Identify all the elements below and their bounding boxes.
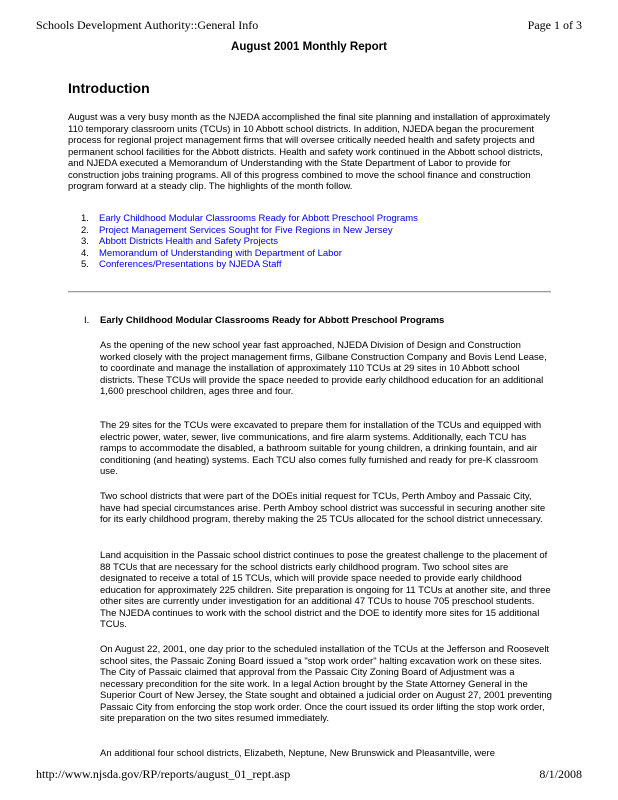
toc-link-memorandum[interactable]: Memorandum of Understanding with Department of Labor bbox=[99, 247, 342, 259]
toc-number: 5. bbox=[81, 259, 89, 270]
toc-number: 4. bbox=[81, 247, 89, 259]
introduction-paragraph: August was a very busy month as the NJEDA accomplished the final site planning and installation of approximately 110 temporary classroom units (TCUs) in 10 Abbott school districts. In addition, NJEDA began the procurement process for regional project management firms that will oversee critically needed health and safety projects and permanent school facilities for the Abbott districts. Health and safety work continued in the Abbott school districts, and NJEDA executed a Memorandum of Understanding with the State Department of Labor to provide for construction jobs training programs. All of this progress combined to move the school finance and construction program forward at a steady clip. The highlights of the month follow. bbox=[68, 112, 551, 192]
toc-number: 2. bbox=[81, 224, 89, 236]
toc-link-health-safety[interactable]: Abbott Districts Health and Safety Projects bbox=[99, 236, 278, 247]
header-site-title: Schools Development Authority::General Info bbox=[36, 18, 259, 32]
section-paragraph: Two school districts that were part of the DOEs initial request for TCUs, Perth Amboy and Passaic City, have had special circumstances arise. Perth Amboy school district was successful in securing another site for its early childhood program, thereby making the 25 TCUs allocated for the school district unnecessary. bbox=[100, 491, 546, 525]
footer-url: http://www.njsda.gov/RP/reports/august_01_rept.asp bbox=[36, 767, 291, 781]
footer-date: 8/1/2008 bbox=[539, 767, 582, 781]
section-divider bbox=[68, 291, 551, 293]
section-title: Early Childhood Modular Classrooms Ready for Abbott Preschool Programs bbox=[100, 315, 445, 326]
table-of-contents bbox=[68, 213, 418, 271]
toc-link-conferences[interactable]: Conferences/Presentations by NJEDA Staff bbox=[99, 259, 282, 270]
section-number: I. bbox=[84, 315, 90, 326]
toc-item bbox=[68, 259, 418, 271]
toc-item bbox=[68, 248, 418, 260]
section-paragraph: The 29 sites for the TCUs were excavated to prepare them for installation of the TCUs and equipped with electric power, water, sewer, live communications, and fire alarm systems. Additionally, each TCU has ramps to accommodate the disabled, a bathroom suitable for young children, a drinking fountain, and air conditioning (and heating) systems. Each TCU also comes fully furnished and ready for pre-K classroom use. bbox=[100, 420, 542, 477]
section-paragraph: As the opening of the new school year fast approached, NJEDA Division of Design and Construction worked closely with the project management firms, Gilbane Construction Company and Bovis Lend Lease, to coordinate and manage the installation of approximately 110 TCUs at 29 sites in 10 Abbott school districts. These TCUs will provide the space needed to provide early childhood education for an additional 1,600 preschool children, ages three and four. bbox=[100, 340, 547, 397]
toc-link-early-childhood[interactable]: Early Childhood Modular Classrooms Ready for Abbott Preschool Programs bbox=[99, 213, 418, 224]
toc-item bbox=[68, 236, 418, 248]
report-title: August 2001 Monthly Report bbox=[231, 41, 387, 53]
toc-item bbox=[68, 225, 418, 237]
toc-item bbox=[68, 213, 418, 225]
toc-link-project-management[interactable]: Project Management Services Sought for Five Regions in New Jersey bbox=[99, 224, 393, 236]
toc-number: 3. bbox=[81, 236, 89, 247]
section-paragraph: An additional four school districts, Elizabeth, Neptune, New Brunswick and Pleasantville, were bbox=[100, 748, 495, 759]
toc-number: 1. bbox=[81, 213, 89, 224]
section-paragraph: Land acquisition in the Passaic school district continues to pose the greatest challenge to the placement of 88 TCUs that are necessary for the school districts early childhood program. Two school sites are designated to receive a total of 15 TCUs, which will provide space needed to provide early childhood education for approximately 225 children. Site preparation is ongoing for 11 TCUs at another site, and three other sites are currently under investigation for an additional 47 TCUs to house 705 preschool students. The NJEDA continues to work with the school district and the DOE to identify more sites for 15 additional TCUs. bbox=[100, 550, 551, 630]
header-page-indicator: Page 1 of 3 bbox=[527, 18, 582, 32]
section-paragraph: On August 22, 2001, one day prior to the scheduled installation of the TCUs at the Jefferson and Roosevelt school sites, the Passaic Zoning Board issued a "stop work order" halting excavation work on these sites. The City of Passaic claimed that approval from the Passaic City Zoning Board of Adjustment was a necessary precondition for the site work. In a legal Action brought by the State Attorney General in the Superior Court of New Jersey, the State sought and obtained a judicial order on August 27, 2001 preventing Passaic City from enforcing the stop work order. Once the court issued its order lifting the stop work order, site preparation on the two sites resumed immediately. bbox=[100, 644, 552, 724]
introduction-heading: Introduction bbox=[68, 80, 150, 96]
